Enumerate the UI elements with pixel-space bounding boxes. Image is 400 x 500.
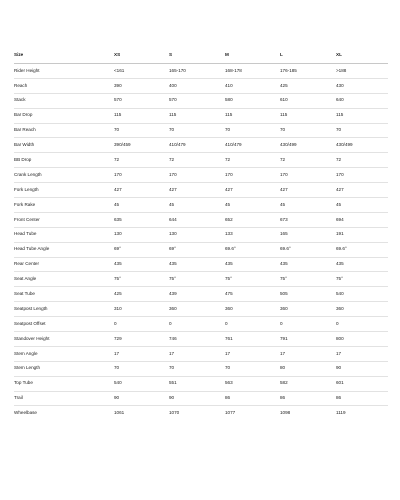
table-cell: 746 [169, 332, 225, 347]
table-cell: 435 [114, 257, 169, 272]
table-cell: 130 [169, 227, 225, 242]
row-label: Head Tube [14, 227, 114, 242]
table-cell: 635 [114, 212, 169, 227]
table-cell: 115 [280, 108, 336, 123]
table-cell: 360 [336, 302, 388, 317]
table-cell: 72 [169, 153, 225, 168]
table-cell: 791 [280, 332, 336, 347]
table-cell: 435 [169, 257, 225, 272]
table-cell: 70 [280, 123, 336, 138]
table-cell: 390/459 [114, 138, 169, 153]
table-cell: 800 [336, 332, 388, 347]
table-cell: 540 [336, 287, 388, 302]
table-cell: 86 [225, 391, 280, 406]
table-cell: 17 [169, 346, 225, 361]
table-cell: 17 [114, 346, 169, 361]
table-cell: 170 [225, 168, 280, 183]
table-cell: 425 [280, 78, 336, 93]
table-cell: 427 [336, 183, 388, 198]
table-cell: 729 [114, 332, 169, 347]
table-row [14, 183, 388, 198]
table-cell: 45 [114, 198, 169, 213]
table-row [14, 257, 388, 272]
row-label: Trail [14, 391, 114, 406]
table-cell: 115 [225, 108, 280, 123]
table-cell: 86 [336, 391, 388, 406]
table-cell: 427 [169, 183, 225, 198]
table-row [14, 302, 388, 317]
table-cell: 69° [169, 242, 225, 257]
table-row [14, 406, 388, 420]
table-cell: 435 [280, 257, 336, 272]
table-cell: 170 [169, 168, 225, 183]
row-label: Seat Angle [14, 272, 114, 287]
table-cell: 439 [169, 287, 225, 302]
table-cell: 644 [169, 212, 225, 227]
table-cell: 72 [280, 153, 336, 168]
table-cell: 115 [169, 108, 225, 123]
table-row [14, 376, 388, 391]
row-label: Standover Height [14, 332, 114, 347]
table-cell: 75° [225, 272, 280, 287]
column-header-size: Size [14, 48, 114, 64]
column-header-xs: XS [114, 48, 169, 64]
table-cell: 673 [280, 212, 336, 227]
table-cell: 69.6° [280, 242, 336, 257]
table-row [14, 198, 388, 213]
table-cell: 165 [280, 227, 336, 242]
table-cell: 90 [336, 361, 388, 376]
table-cell: 1119 [336, 410, 346, 416]
table-row [14, 361, 388, 376]
row-label: Seatpost Length [14, 302, 114, 317]
column-header-l: L [280, 48, 336, 64]
row-label: Seat Tube [14, 287, 114, 302]
table-cell: 72 [336, 153, 388, 168]
table-row [14, 287, 388, 302]
table-cell: 540 [114, 376, 169, 391]
row-label: Stem Angle [14, 346, 114, 361]
table-row [14, 138, 388, 153]
table-cell: 90 [114, 391, 169, 406]
table-cell: 0 [114, 317, 169, 332]
table-cell: 17 [336, 346, 388, 361]
table-cell: 70 [336, 123, 388, 138]
table-cell: 430/499 [280, 138, 336, 153]
table-cell: 427 [114, 183, 169, 198]
table-cell: 580 [225, 93, 280, 108]
table-row [14, 108, 388, 123]
table-cell: 435 [336, 257, 388, 272]
table-row [14, 242, 388, 257]
row-label: Head Tube Angle [14, 242, 114, 257]
table-cell: 1077 [225, 410, 236, 416]
table-cell: 1098 [280, 410, 291, 416]
table-cell: 0 [280, 317, 336, 332]
row-label: Bar Drop [14, 108, 114, 123]
table-cell: 652 [225, 212, 280, 227]
table-cell: 115 [114, 108, 169, 123]
table-cell: 75° [280, 272, 336, 287]
table-cell: 45 [280, 198, 336, 213]
table-cell: 0 [336, 317, 388, 332]
table-cell: 427 [280, 183, 336, 198]
table-cell: 694 [336, 212, 388, 227]
table-row [14, 78, 388, 93]
table-row [14, 272, 388, 287]
table-body [14, 64, 388, 421]
table-cell: 69.6° [225, 242, 280, 257]
table-row [14, 93, 388, 108]
table-cell: 170 [336, 168, 388, 183]
table-row [14, 212, 388, 227]
table-cell: 570 [114, 93, 169, 108]
table-row [14, 64, 388, 79]
table-header [14, 48, 388, 64]
table-cell: 410/479 [169, 138, 225, 153]
table-cell: 563 [225, 376, 280, 391]
table-cell: 45 [169, 198, 225, 213]
table-cell: 360 [280, 302, 336, 317]
table-row [14, 346, 388, 361]
table-cell: 176-185 [280, 64, 336, 79]
table-cell: 410/479 [225, 138, 280, 153]
table-cell: 69° [114, 242, 169, 257]
table-cell: 1070 [169, 410, 180, 416]
row-label: Rear Center [14, 257, 114, 272]
row-label: Fork Length [14, 183, 114, 198]
table-cell: 191 [336, 227, 388, 242]
table-cell: 570 [169, 93, 225, 108]
row-label: Front Center [14, 212, 114, 227]
table-cell: 360 [225, 302, 280, 317]
table-cell: 45 [336, 198, 388, 213]
table-cell: 70 [114, 361, 169, 376]
table-cell: 170 [280, 168, 336, 183]
row-label: Fork Rake [14, 198, 114, 213]
table-row [14, 168, 388, 183]
table-cell: 435 [225, 257, 280, 272]
row-label: Crank Length [14, 168, 114, 183]
table-cell: 390 [114, 78, 169, 93]
table-row [14, 153, 388, 168]
header-row [14, 48, 388, 64]
table-cell: 0 [225, 317, 280, 332]
table-cell: <161 [114, 64, 169, 79]
table-cell: 170 [114, 168, 169, 183]
table-cell: 75° [169, 272, 225, 287]
table-cell: 72 [225, 153, 280, 168]
table-cell: 17 [225, 346, 280, 361]
table-cell: 430/499 [336, 138, 388, 153]
row-label: Bar Width [14, 138, 114, 153]
table-cell: 75° [336, 272, 388, 287]
table-cell: 70 [114, 123, 169, 138]
table-cell: 475 [225, 287, 280, 302]
geometry-table [14, 48, 388, 420]
table-cell: 69.6° [336, 242, 388, 257]
table-cell: 72 [114, 153, 169, 168]
table-cell: 601 [336, 376, 388, 391]
table-cell: 582 [280, 376, 336, 391]
table-cell: 360 [169, 302, 225, 317]
table-cell: 165-170 [169, 64, 225, 79]
table-cell: 70 [169, 361, 225, 376]
table-row [14, 317, 388, 332]
row-label: Wheelbase [14, 410, 37, 416]
table-cell: 133 [225, 227, 280, 242]
table-cell: 310 [114, 302, 169, 317]
column-header-s: S [169, 48, 225, 64]
table-row [14, 391, 388, 406]
row-label: Stem Length [14, 361, 114, 376]
table-cell: 410 [225, 78, 280, 93]
table-cell: 75° [114, 272, 169, 287]
table-row [14, 123, 388, 138]
table-cell: 90 [169, 391, 225, 406]
table-cell: 17 [280, 346, 336, 361]
column-header-m: M [225, 48, 280, 64]
table-row [14, 227, 388, 242]
table-row [14, 332, 388, 347]
row-label: Seatpost Offset [14, 317, 114, 332]
table-cell: 430 [336, 78, 388, 93]
row-label: Reach [14, 78, 114, 93]
row-label: Top Tube [14, 376, 114, 391]
table-cell: 640 [336, 93, 388, 108]
table-cell: 761 [225, 332, 280, 347]
row-label: Rider Height [14, 64, 114, 79]
table-cell: 505 [280, 287, 336, 302]
table-cell: 45 [225, 198, 280, 213]
table-cell: 70 [225, 361, 280, 376]
table-cell: 425 [114, 287, 169, 302]
table-cell: 610 [280, 93, 336, 108]
table-cell: 551 [169, 376, 225, 391]
table-cell: 80 [280, 361, 336, 376]
row-label: Stack [14, 93, 114, 108]
table-cell: 400 [169, 78, 225, 93]
table-cell: >188 [336, 64, 388, 79]
table-cell: 168-178 [225, 64, 280, 79]
table-cell: 86 [280, 391, 336, 406]
column-header-xl: XL [336, 48, 388, 64]
table-cell: 1061 [114, 410, 125, 416]
table-cell: 130 [114, 227, 169, 242]
table-cell: 70 [169, 123, 225, 138]
table-cell: 0 [169, 317, 225, 332]
row-label: Bar Reach [14, 123, 114, 138]
table-cell: 115 [336, 108, 388, 123]
row-label: BB Drop [14, 153, 114, 168]
table-cell: 70 [225, 123, 280, 138]
table-cell: 427 [225, 183, 280, 198]
